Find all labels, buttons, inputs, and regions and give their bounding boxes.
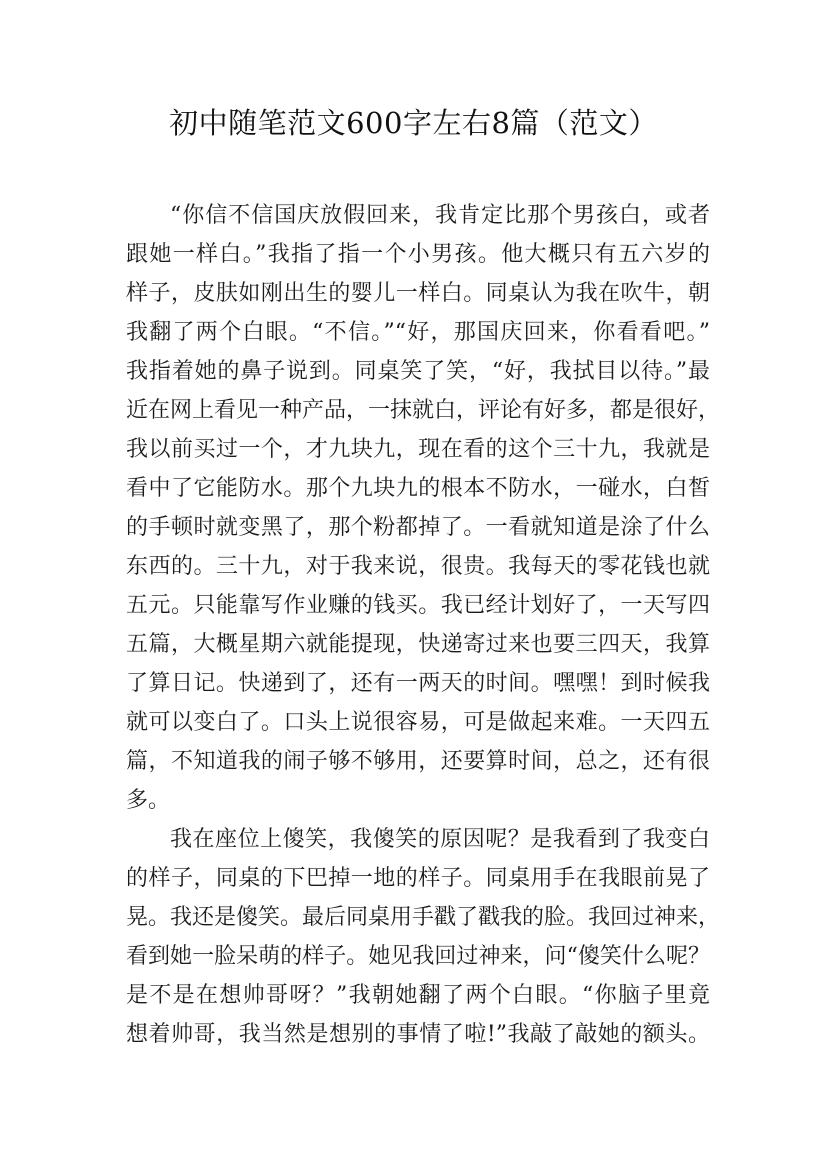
text-line: 晃。我还是傻笑。最后同桌用手戳了戳我的脸。我回过神来，	[126, 905, 721, 930]
text-line: 篇，不知道我的闹子够不够用，还要算时间，总之，还有很	[126, 749, 710, 774]
text-line: 近在网上看见一种产品，一抹就白，评论有好多，都是很好，	[126, 398, 721, 423]
text-line: 多。	[126, 788, 171, 813]
text-line: 东西的。三十九，对于我来说，很贵。我每天的零花钱也就	[126, 554, 710, 579]
text-line: 看中了它能防水。那个九块九的根本不防水，一碰水，白皙	[126, 476, 710, 501]
document-body	[126, 196, 721, 1054]
text-line: 五元。只能靠写作业赚的钱买。我已经计划好了，一天写四	[126, 593, 710, 618]
text-line: 就可以变白了。口头上说很容易，可是做起来难。一天四五	[126, 710, 710, 735]
text-line: 是不是在想帅哥呀？”我朝她翻了两个白眼。“你脑子里竟	[126, 983, 710, 1008]
text-line: 我以前买过一个，才九块九，现在看的这个三十九，我就是	[126, 437, 710, 462]
text-line: 五篇，大概星期六就能提现，快递寄过来也要三四天，我算	[126, 632, 710, 657]
text-line: 了算日记。快递到了，还有一两天的时间。嘿嘿！到时候我	[126, 671, 710, 696]
paragraph	[126, 820, 721, 1054]
text-line: 我在座位上傻笑，我傻笑的原因呢？是我看到了我变白	[170, 827, 710, 852]
text-line: 想着帅哥，我当然是想别的事情了啦!”我敲了敲她的额头。	[126, 1022, 710, 1047]
text-line: 看到她一脸呆萌的样子。她见我回过神来，问“傻笑什么呢？	[126, 944, 710, 969]
text-line: 的手顿时就变黑了，那个粉都掉了。一看就知道是涂了什么	[126, 515, 710, 540]
text-line: 我翻了两个白眼。“不信。”“好，那国庆回来，你看看吧。”	[126, 320, 710, 345]
document-title: 初中随笔范文600字左右8篇（范文）	[169, 106, 658, 140]
paragraph	[126, 196, 721, 820]
text-line: “你信不信国庆放假回来，我肯定比那个男孩白，或者	[170, 203, 710, 228]
text-line: 样子，皮肤如刚出生的婴儿一样白。同桌认为我在吹牛，朝	[126, 281, 710, 306]
text-line: 跟她一样白。”我指了指一个小男孩。他大概只有五六岁的	[126, 242, 710, 267]
text-line: 的样子，同桌的下巴掉一地的样子。同桌用手在我眼前晃了	[126, 866, 710, 891]
text-line: 我指着她的鼻子说到。同桌笑了笑，“好，我拭目以待。”最	[126, 359, 710, 384]
